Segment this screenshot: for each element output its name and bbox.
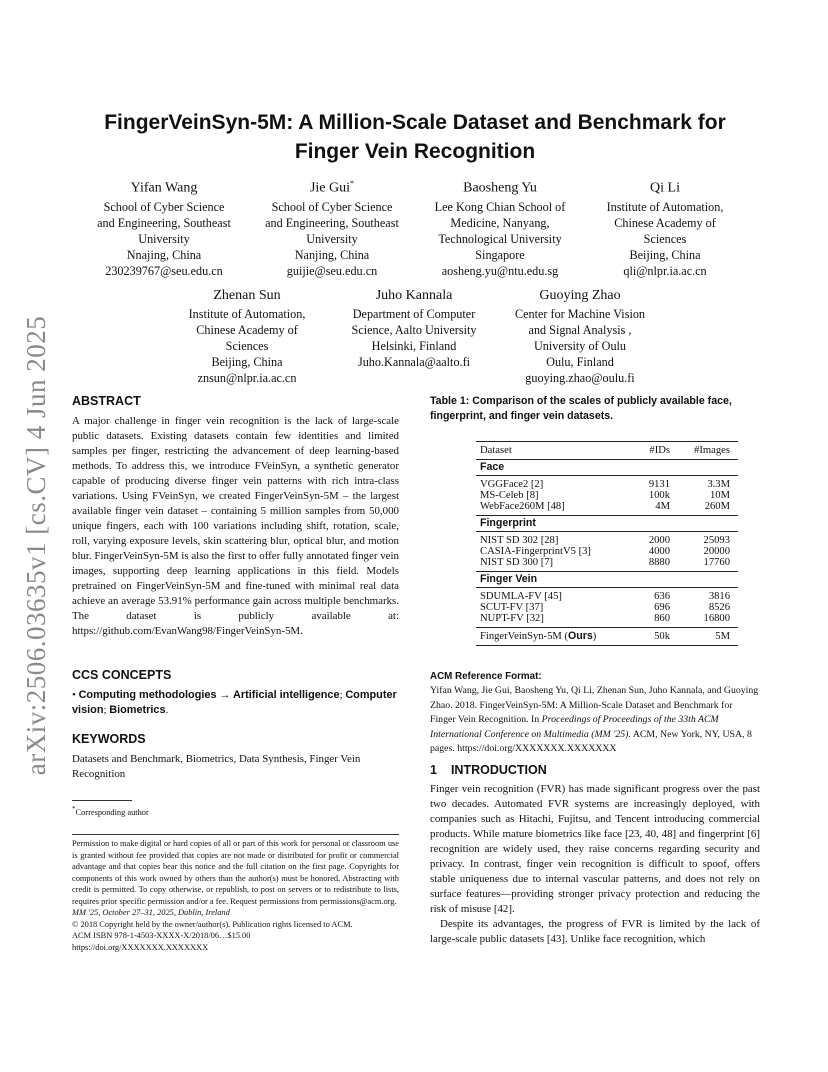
author-affiliation: Chinese Academy of — [614, 215, 716, 230]
arxiv-stamp-container — [14, 310, 60, 780]
footnote-rule — [72, 800, 132, 801]
author-affiliation: Center for Machine Vision — [514, 307, 646, 321]
author-name: Baosheng Yu — [463, 180, 537, 196]
table-row: NUPT-FV [32] 860 16800 — [476, 613, 738, 628]
isbn-line: ACM ISBN 978-1-4503-XXXX-X/2018/06…$15.00 — [72, 931, 251, 940]
author-block — [418, 174, 582, 279]
author-location: Nnajing, China — [126, 247, 202, 262]
column-header: Dataset — [480, 445, 512, 456]
copyright-line: © 2018 Copyright held by the owner/author(s). Publication rights licensed to ACM. — [72, 919, 353, 929]
table-row: NIST SD 302 [28] 2000 25093 — [480, 535, 730, 546]
arxiv-stamp: arXiv:2506.03635v1 [cs.CV] 4 Jun 2025 — [21, 315, 52, 775]
ccs-section — [72, 668, 399, 718]
author-affiliation: Lee Kong Chian School of — [434, 199, 566, 214]
acm-reference — [430, 670, 760, 757]
introduction-section — [430, 763, 760, 947]
table-row: NIST SD 300 [7] 8880 17760 — [476, 557, 738, 572]
group-label: Finger Vein — [480, 573, 538, 585]
venue-line: MM '25, October 27–31, 2025, Dublin, Ireland — [72, 908, 230, 917]
author-block — [498, 286, 662, 386]
author-affiliation: and Engineering, Southeast — [265, 215, 399, 230]
author-affiliation: Chinese Academy of — [196, 323, 298, 337]
author-email: guoying.zhao@oulu.fi — [525, 371, 635, 385]
author-email: znsun@nlpr.ia.ac.cn — [197, 371, 297, 385]
keywords-heading: KEYWORDS — [72, 732, 146, 746]
author-block — [250, 174, 414, 279]
abstract-heading: ABSTRACT — [72, 394, 141, 408]
author-name: Yifan Wang — [130, 180, 198, 196]
ccs-concepts: • Computing methodologies → Artificial intelligence; Computer vision; Biometrics. — [72, 689, 397, 716]
author-affiliation: Department of Computer — [352, 307, 476, 321]
author-name: Zhenan Sun — [213, 288, 281, 303]
abstract-text: A major challenge in finger vein recognition is the lack of large-scale public datasets. Existing datasets contain few identities and limited samples per finger, restricting the advancement of deep learning-based methods. To address this, we introduce FVeinSyn, a synthetic generator capable of producing diverse finger vein patterns with rich intra-class variations. Using FVeinSyn, we created FingerVeinSyn-5M – the largest available finger vein dataset – containing 5 million samples from 50,000 unique fingers, each with 100 variations including shift, rotation, scale, roll, varying exposure levels, skin scattering blur, optical blur, and motion blur. FingerVeinSyn-5M is also the first to offer fully annotated finger vein images, supporting deep learning applications in this field. Models pretrained on FingerVeinSyn-5M and fine-tuned with minimal real data achieve an average 53.91% performance gain across multiple benchmarks. The dataset is publicly available at: https://github.com/EvanWang98/FingerVeinSyn-5M. — [72, 415, 399, 637]
corresponding-mark: * — [350, 179, 355, 188]
author-name: Juho Kannala — [375, 288, 453, 303]
column-header: #IDs — [649, 445, 670, 456]
author-affiliation: University — [306, 231, 358, 246]
table-row: CASIA-FingerprintV5 [3] 4000 20000 — [480, 546, 730, 557]
acm-reference-heading: ACM Reference Format: — [430, 671, 542, 682]
table-row-ours: FingerVeinSyn-5M (Ours) 50k 5M — [476, 628, 738, 646]
table-caption: Table 1: Comparison of the scales of publicly available face, fingerprint, and finger vein datasets. — [430, 395, 732, 422]
table-row: SDUMLA-FV [45] 636 3816 — [480, 591, 730, 602]
author-block — [332, 286, 496, 370]
table-group-row — [476, 516, 738, 532]
keywords-text: Datasets and Benchmark, Biometrics, Data Synthesis, Finger Vein Recognition — [72, 753, 361, 780]
author-location: Oulu, Finland — [546, 355, 614, 369]
author-affiliation: Technological University — [438, 231, 562, 246]
acm-reference-text: Yifan Wang, Jie Gui, Baosheng Yu, Qi Li, Zhenan Sun, Juho Kannala, and Guoying Zhao. 2018. FingerVeinSyn-5M: A Million-Scale Dataset and Benchmark for Finger Vein Recognition. In Proceedings of Proceedings of the 33th ACM International Conference on Multimedia (MM '25). ACM, New York, NY, USA, 8 pages. https://doi.org/XXXXXXX.XXXXXXX — [430, 685, 759, 754]
author-location: Beijing, China — [211, 355, 283, 369]
author-location: Helsinki, Finland — [371, 339, 457, 353]
author-name: Qi Li — [650, 180, 680, 196]
corresponding-footnote: *Corresponding author — [72, 805, 149, 817]
author-name: Guoying Zhao — [539, 288, 621, 303]
ccs-item: Computer vision — [72, 689, 397, 716]
author-email: Juho.Kannala@aalto.fi — [357, 355, 471, 369]
permission-rule — [72, 834, 399, 835]
ccs-heading: CCS CONCEPTS — [72, 668, 172, 682]
table-row: MS-Celeb [8] 100k 10M — [480, 490, 730, 501]
doi-line: https://doi.org/XXXXXXX.XXXXXXX — [72, 942, 209, 952]
author-affiliation: Science, Aalto University — [351, 323, 477, 337]
author-block — [165, 286, 329, 386]
dataset-table — [476, 441, 738, 646]
author-affiliation: School of Cyber Science — [271, 199, 393, 214]
column-header: #Images — [694, 445, 730, 456]
group-label: Face — [480, 461, 505, 473]
author-affiliation: University — [138, 231, 190, 246]
author-email: qli@nlpr.ia.ac.cn — [623, 263, 707, 278]
author-affiliation: Institute of Automation, — [188, 307, 306, 321]
table-row: VGGFace2 [2] 9131 3.3M — [480, 479, 730, 490]
author-email: guijie@seu.edu.cn — [286, 263, 378, 278]
table-group-row — [476, 460, 738, 476]
table-header-row — [476, 442, 738, 460]
table-group-row — [476, 572, 738, 588]
author-affiliation: and Signal Analysis , — [528, 323, 632, 337]
keywords-section — [72, 732, 399, 782]
author-affiliation: University of Oulu — [533, 339, 627, 353]
permission-block — [72, 838, 399, 953]
author-affiliation: Institute of Automation, — [606, 199, 724, 214]
intro-paragraph: Despite its advantages, the progress of FVR is limited by the lack of large-scale public datasets [43]. Unlike face recognition, which — [430, 918, 760, 945]
author-email: aosheng.yu@ntu.edu.sg — [441, 263, 559, 278]
author-block — [82, 174, 246, 279]
author-block — [583, 174, 747, 279]
intro-paragraph: Finger vein recognition (FVR) has made significant progress over the past two decades. Automated FVR systems are increasingly deployed, with companies such as Hitachi, Fujitsu, and Tencent introducing commercial products. While mature biometrics like face [23, 40, 48] and fingerprint [6] recognition are widely used, they raise concerns regarding security and privacy. In contrast, finger vein recognition is difficult to spoof, offers stable uniqueness due to internal vascular patterns, and does not rely on surface features—providing stronger privacy protection and reducing the risk of misuse [42]. — [430, 783, 760, 915]
author-location: Singapore — [475, 247, 525, 262]
permission-text: Permission to make digital or hard copies of all or part of this work for personal or classroom use is granted without fee provided that copies are not made or distributed for profit or commercial advantage and that copies bear this notice and the full citation on the first page. Copyrights for components of this work owned by others than the author(s) must be honored. Abstracting with credit is permitted. To copy otherwise, or republish, to post on servers or to redistribute to lists, requires prior specific permission and/or a fee. Request permissions from permissions@acm.org. — [72, 839, 399, 906]
intro-heading: 1 INTRODUCTION — [430, 763, 547, 777]
abstract-section — [72, 394, 399, 639]
author-location: Beijing, China — [629, 247, 701, 262]
author-affiliation: School of Cyber Science — [103, 199, 225, 214]
author-affiliation: Sciences — [643, 231, 687, 246]
author-email: 230239767@seu.edu.cn — [105, 263, 223, 278]
author-affiliation: and Engineering, Southeast — [97, 215, 231, 230]
author-affiliation: Sciences — [225, 339, 269, 353]
ccs-item: Biometrics — [109, 704, 166, 716]
table-row: SCUT-FV [37] 696 8526 — [480, 602, 730, 613]
ccs-item: Computing methodologies → Artificial intelligence — [78, 689, 340, 701]
table-row: WebFace260M [48] 4M 260M — [476, 501, 738, 516]
author-affiliation: Medicine, Nanyang, — [450, 215, 550, 230]
author-location: Nanjing, China — [294, 247, 370, 262]
group-label: Fingerprint — [480, 517, 536, 529]
paper-title: FingerVeinSyn-5M: A Million-Scale Dataset and Benchmark for Finger Vein Recognition — [104, 111, 726, 163]
author-name: Jie Gui* — [309, 179, 355, 196]
